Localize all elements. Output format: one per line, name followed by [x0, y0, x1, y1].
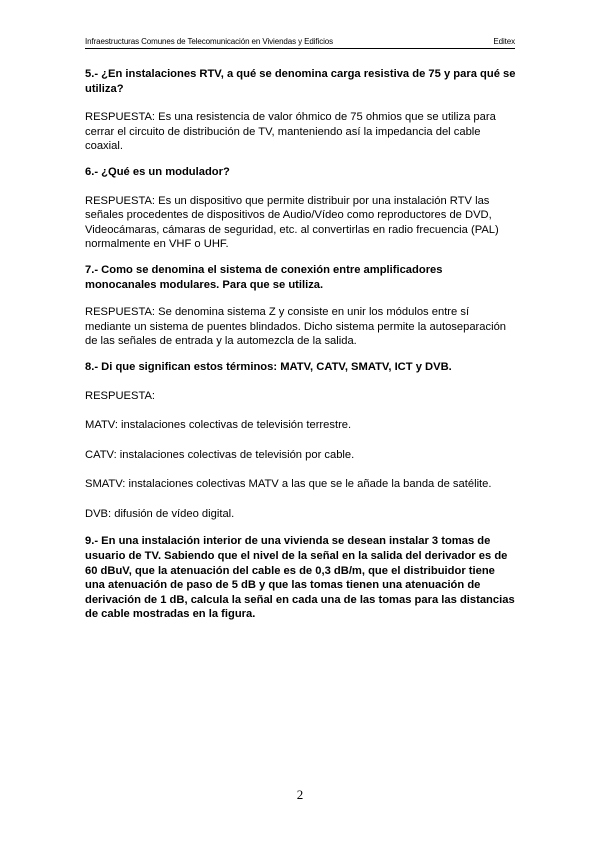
answer-8-matv: MATV: instalaciones colectivas de televisión terrestre. — [85, 419, 352, 432]
question-6: 6.- ¿Qué es un modulador? — [85, 165, 230, 178]
header-publisher: Editex — [493, 37, 515, 46]
answer-8-smatv: SMATV: instalaciones colectivas MATV a las que se le añade la banda de satélite. — [85, 478, 492, 491]
page-number: 2 — [296, 787, 304, 802]
answer-6: RESPUESTA: Es un dispositivo que permite distribuir por una instalación RTV las señales procedentes de dispositivos de Audio/Vídeo como reproductores de DVD, Videocámaras, cámaras de seguridad, etc. al convertirlas en radio frecuencia (PAL) normalmente en VHF o UHF. — [85, 194, 499, 251]
question-7: 7.- Como se denomina el sistema de conexión entre amplificadores monocanales modulares. Para que se utiliza. — [85, 263, 443, 291]
document-body — [85, 67, 517, 622]
answer-7: RESPUESTA: Se denomina sistema Z y consiste en unir los módulos entre sí mediante un sistema de puentes blindados. Dicho sistema permite la autoseparación de las señales de entrada y la automezcla de la salida. — [85, 306, 507, 348]
answer-5: RESPUESTA: Es una resistencia de valor óhmico de 75 ohmios que se utiliza para cerrar el circuito de distribución de TV, manteniendo así la impedancia del cable coaxial. — [85, 111, 496, 153]
question-5: 5.- ¿En instalaciones RTV, a qué se denomina carga resistiva de 75 y para qué se utiliza? — [85, 68, 516, 95]
header-title: Infraestructuras Comunes de Telecomunicación en Viviendas y Edificios — [85, 37, 334, 46]
answer-8-heading: RESPUESTA: — [85, 389, 156, 402]
question-9: 9.- En una instalación interior de una vivienda se desean instalar 3 tomas de usuario de TV. Sabiendo que el nivel de la señal en la salida del derivador es de 60 dBuV, que la atenuación del cable es de 0,3 dB/m, que el distribuidor tiene una atenuación de paso de 5 dB y que las tomas tienen una atenuación de derivación de 1 dB, calcula la señal en cada una de las tomas para las distancias de cable mostradas en la figura. — [85, 535, 515, 621]
header-rule — [85, 48, 515, 49]
question-8: 8.- Di que significan estos términos: MATV, CATV, SMATV, ICT y DVB. — [85, 360, 452, 373]
page-header — [85, 37, 515, 46]
answer-8-catv: CATV: instalaciones colectivas de televisión por cable. — [85, 448, 355, 461]
answer-8-dvb: DVB: difusión de vídeo digital. — [85, 507, 235, 520]
